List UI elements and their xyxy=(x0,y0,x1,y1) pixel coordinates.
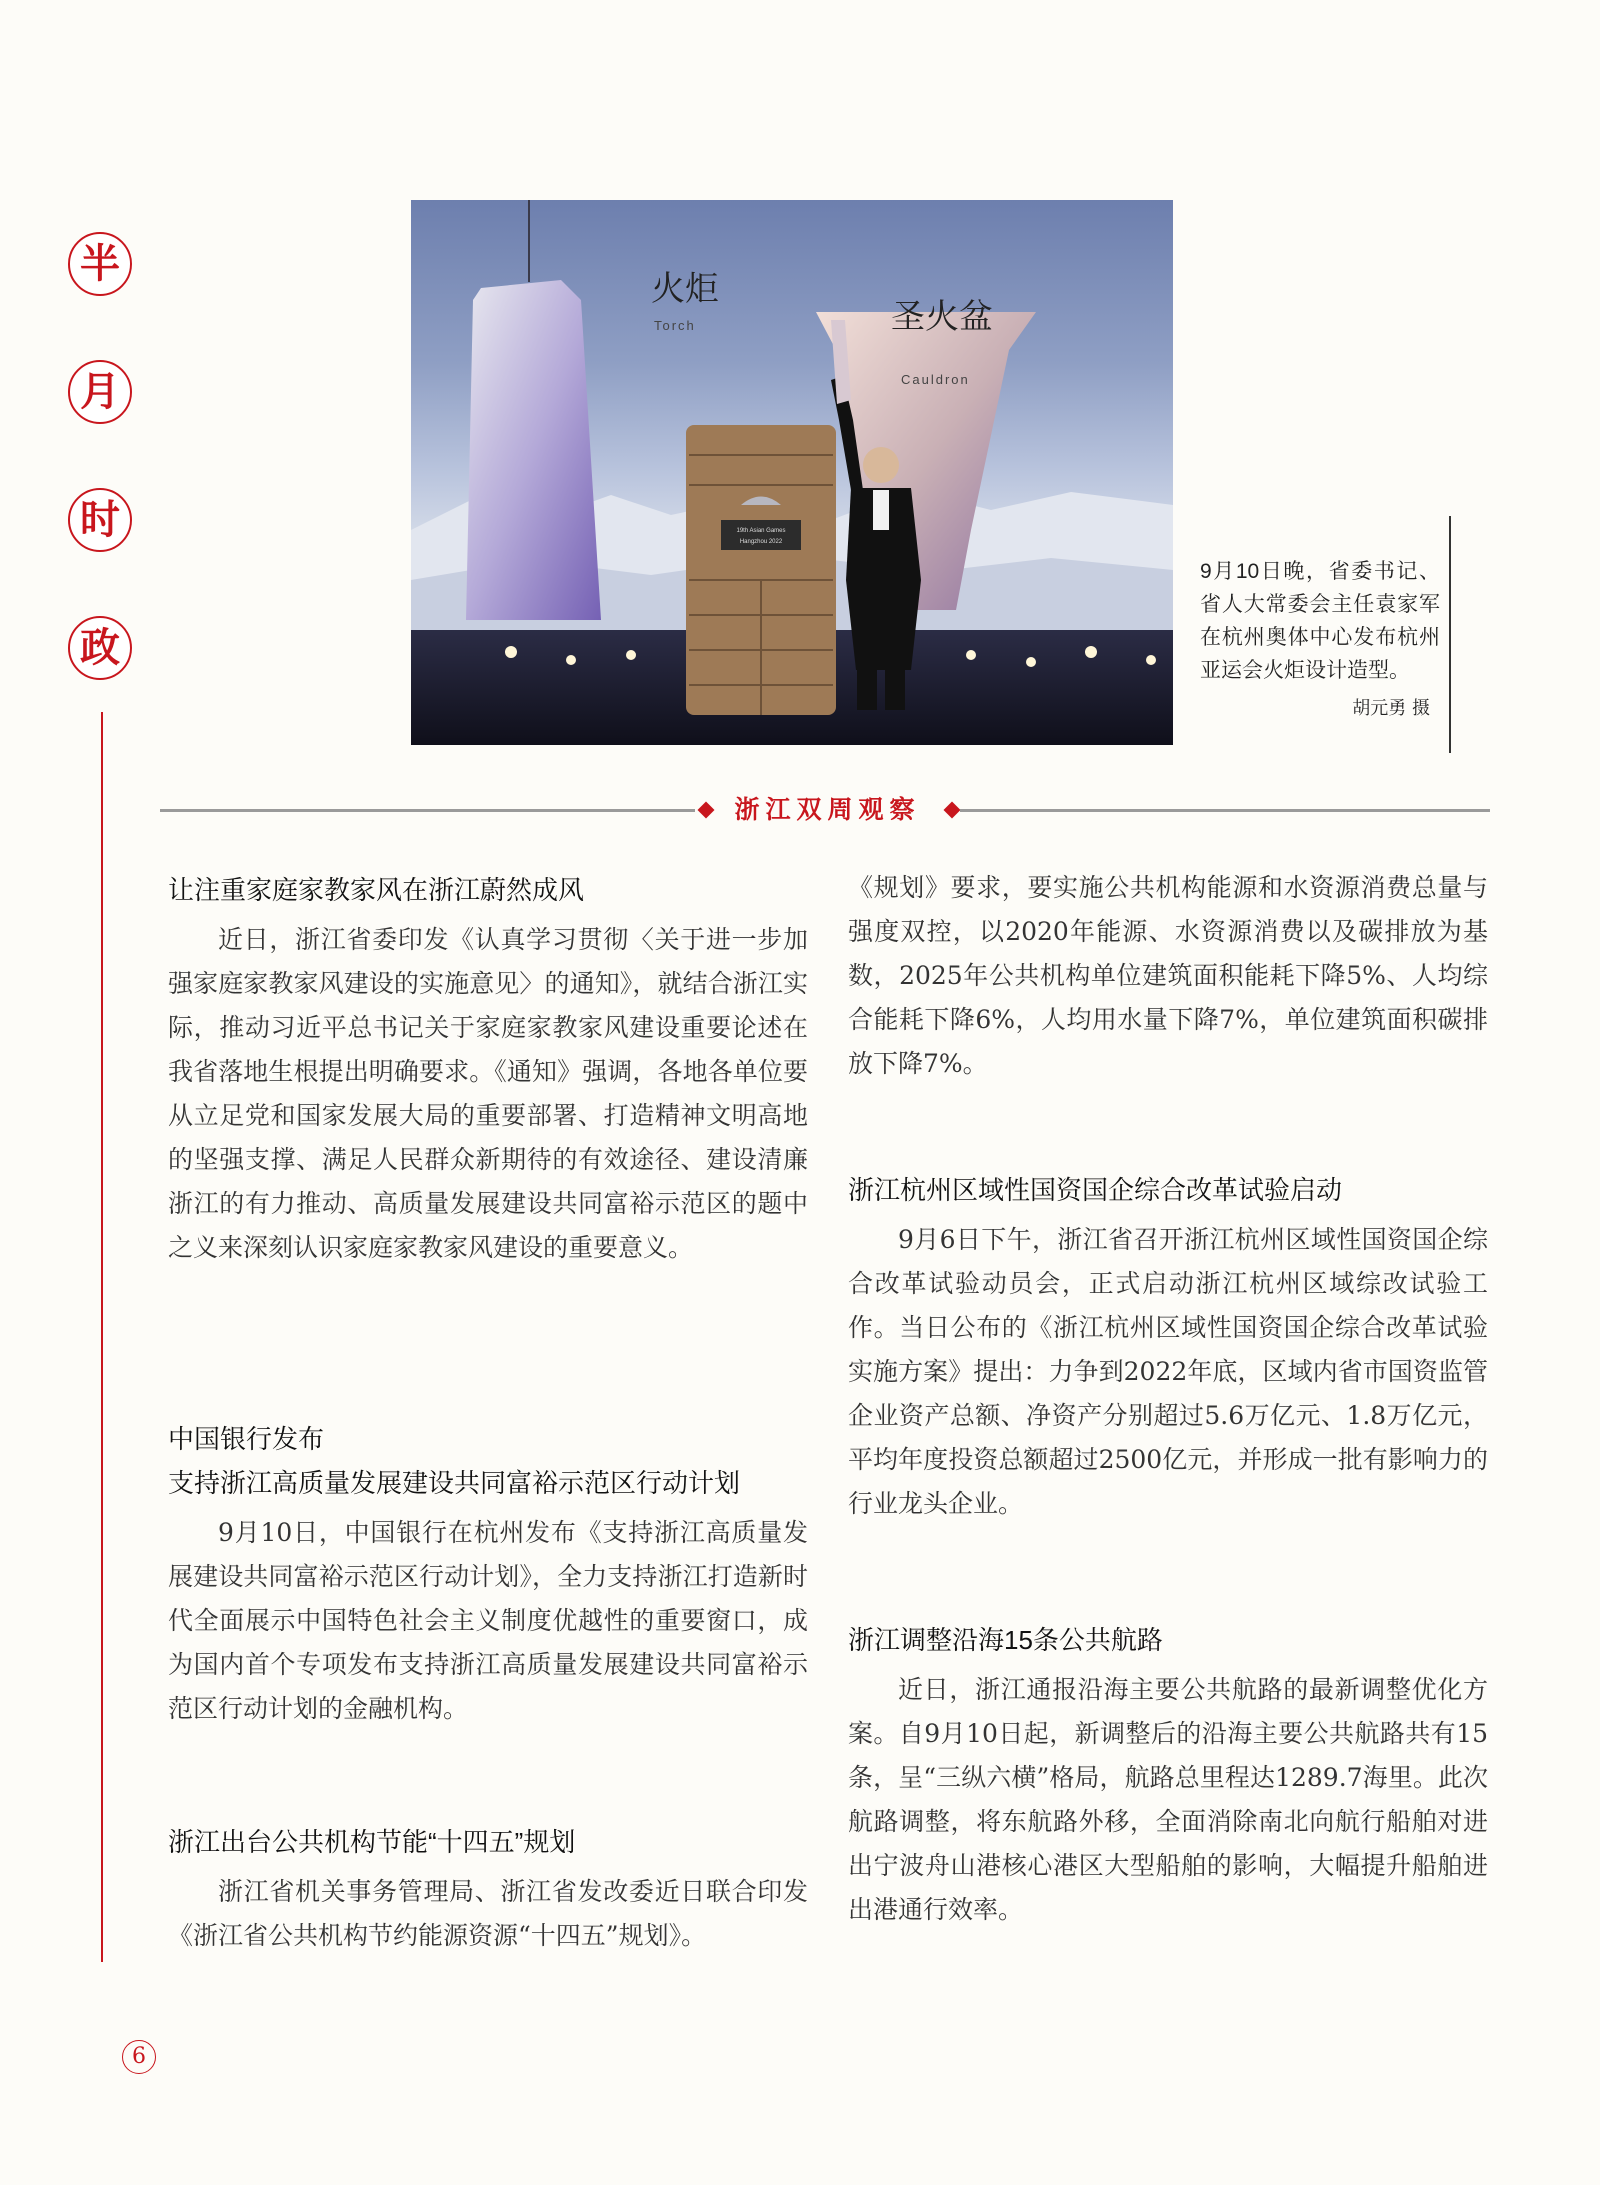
photo-caption: 9月10日晚，省委书记、省人大常委会主任袁家军在杭州奥体中心发布杭州亚运会火炬设计造型。 xyxy=(1200,560,1440,682)
column-title-char: 月 xyxy=(68,360,132,424)
article xyxy=(168,1820,808,1958)
article-body: 近日，浙江省委印发《认真学习贯彻〈关于进一步加强家庭家教家风建设的实施意见〉的通知》，就结合浙江实际，推动习近平总书记关于家庭家教家风建设重要论述在我省落地生根提出明确要求。《通知》强调，各地各单位要从立足党和国家发展大局的重要部署、打造精神文明高地的坚强支撑、满足人民群众新期待的有效途径、建设清廉浙江的有力推动、高质量发展建设共同富裕示范区的题中之义来深刻认识家庭家教家风建设的重要意义。 xyxy=(168,925,808,1262)
column-title-char: 时 xyxy=(68,488,132,552)
article-headline: 中国银行发布 xyxy=(168,1424,325,1454)
torch-label-en: Torch xyxy=(654,318,696,333)
photo-credit: 胡元勇 摄 xyxy=(1352,698,1430,719)
article-headline: 让注重家庭家教家风在浙江蔚然成风 xyxy=(168,875,585,905)
photo-illustration xyxy=(411,200,1173,745)
page-number: 6 xyxy=(122,2040,156,2074)
article xyxy=(848,1168,1488,1526)
podium-text-1: 19th Asian Games xyxy=(736,528,786,534)
article-headline: 支持浙江高质量发展建设共同富裕示范区行动计划 xyxy=(168,1468,741,1498)
news-photo xyxy=(411,200,1173,745)
column-title-char: 半 xyxy=(68,232,132,296)
podium-text-2: Hangzhou 2022 xyxy=(739,539,783,545)
article-continuation xyxy=(848,866,1488,1086)
article-body: 《规划》要求，要实施公共机构能源和水资源消费总量与强度双控，以2020年能源、水资源消费以及碳排放为基数，2025年公共机构单位建筑面积能耗下降5%、人均综合能耗下降6%，人均用水量下降7%，单位建筑面积碳排放下降7%。 xyxy=(848,873,1488,1078)
section-label: 浙江双周观察 xyxy=(734,796,921,824)
article-headline: 浙江调整沿海15条公共航路 xyxy=(848,1625,1163,1655)
section-header xyxy=(160,798,1490,822)
article-headline: 浙江杭州区域性国资国企综合改革试验启动 xyxy=(848,1175,1343,1205)
article-body: 近日，浙江通报沿海主要公共航路的最新调整优化方案。自9月10日起，新调整后的沿海主要公共航路共有15条，呈“三纵六横”格局，航路总里程达1289.7海里。此次航路调整，将东航路外移，全面消除南北向航行船舶对进出宁波舟山港核心港区大型船舶的影响，大幅提升船舶进出港通行效率。 xyxy=(848,1675,1488,1924)
section-rule xyxy=(960,809,1490,812)
section-rule xyxy=(160,809,695,812)
article xyxy=(168,868,808,1270)
article xyxy=(168,1417,808,1731)
torch-label-cn: 火炬 xyxy=(651,269,719,309)
article-headline: 浙江出台公共机构节能“十四五”规划 xyxy=(168,1827,576,1857)
article-body: 浙江省机关事务管理局、浙江省发改委近日联合印发《浙江省公共机构节约能源资源“十四五”规划》。 xyxy=(168,1877,808,1950)
cauldron-label-en: Cauldron xyxy=(901,372,970,387)
article-body: 9月6日下午，浙江省召开浙江杭州区域性国资国企综合改革试验动员会，正式启动浙江杭州区域综改试验工作。当日公布的《浙江杭州区域性国资国企综合改革试验实施方案》提出：力争到2022年底，区域内省市国资监管企业资产总额、净资产分别超过5.6万亿元、1.8万亿元，平均年度投资总额超过2500亿元，并形成一批有影响力的行业龙头企业。 xyxy=(848,1225,1488,1518)
cauldron-label-cn: 圣火盆 xyxy=(891,297,993,337)
article xyxy=(848,1618,1488,1932)
column-title-char: 政 xyxy=(68,616,132,680)
column-divider-line xyxy=(101,712,103,1962)
column-title xyxy=(68,232,136,744)
article-body: 9月10日，中国银行在杭州发布《支持浙江高质量发展建设共同富裕示范区行动计划》，全力支持浙江打造新时代全面展示中国特色社会主义制度优越性的重要窗口，成为国内首个专项发布支持浙江高质量发展建设共同富裕示范区行动计划的金融机构。 xyxy=(168,1518,808,1723)
